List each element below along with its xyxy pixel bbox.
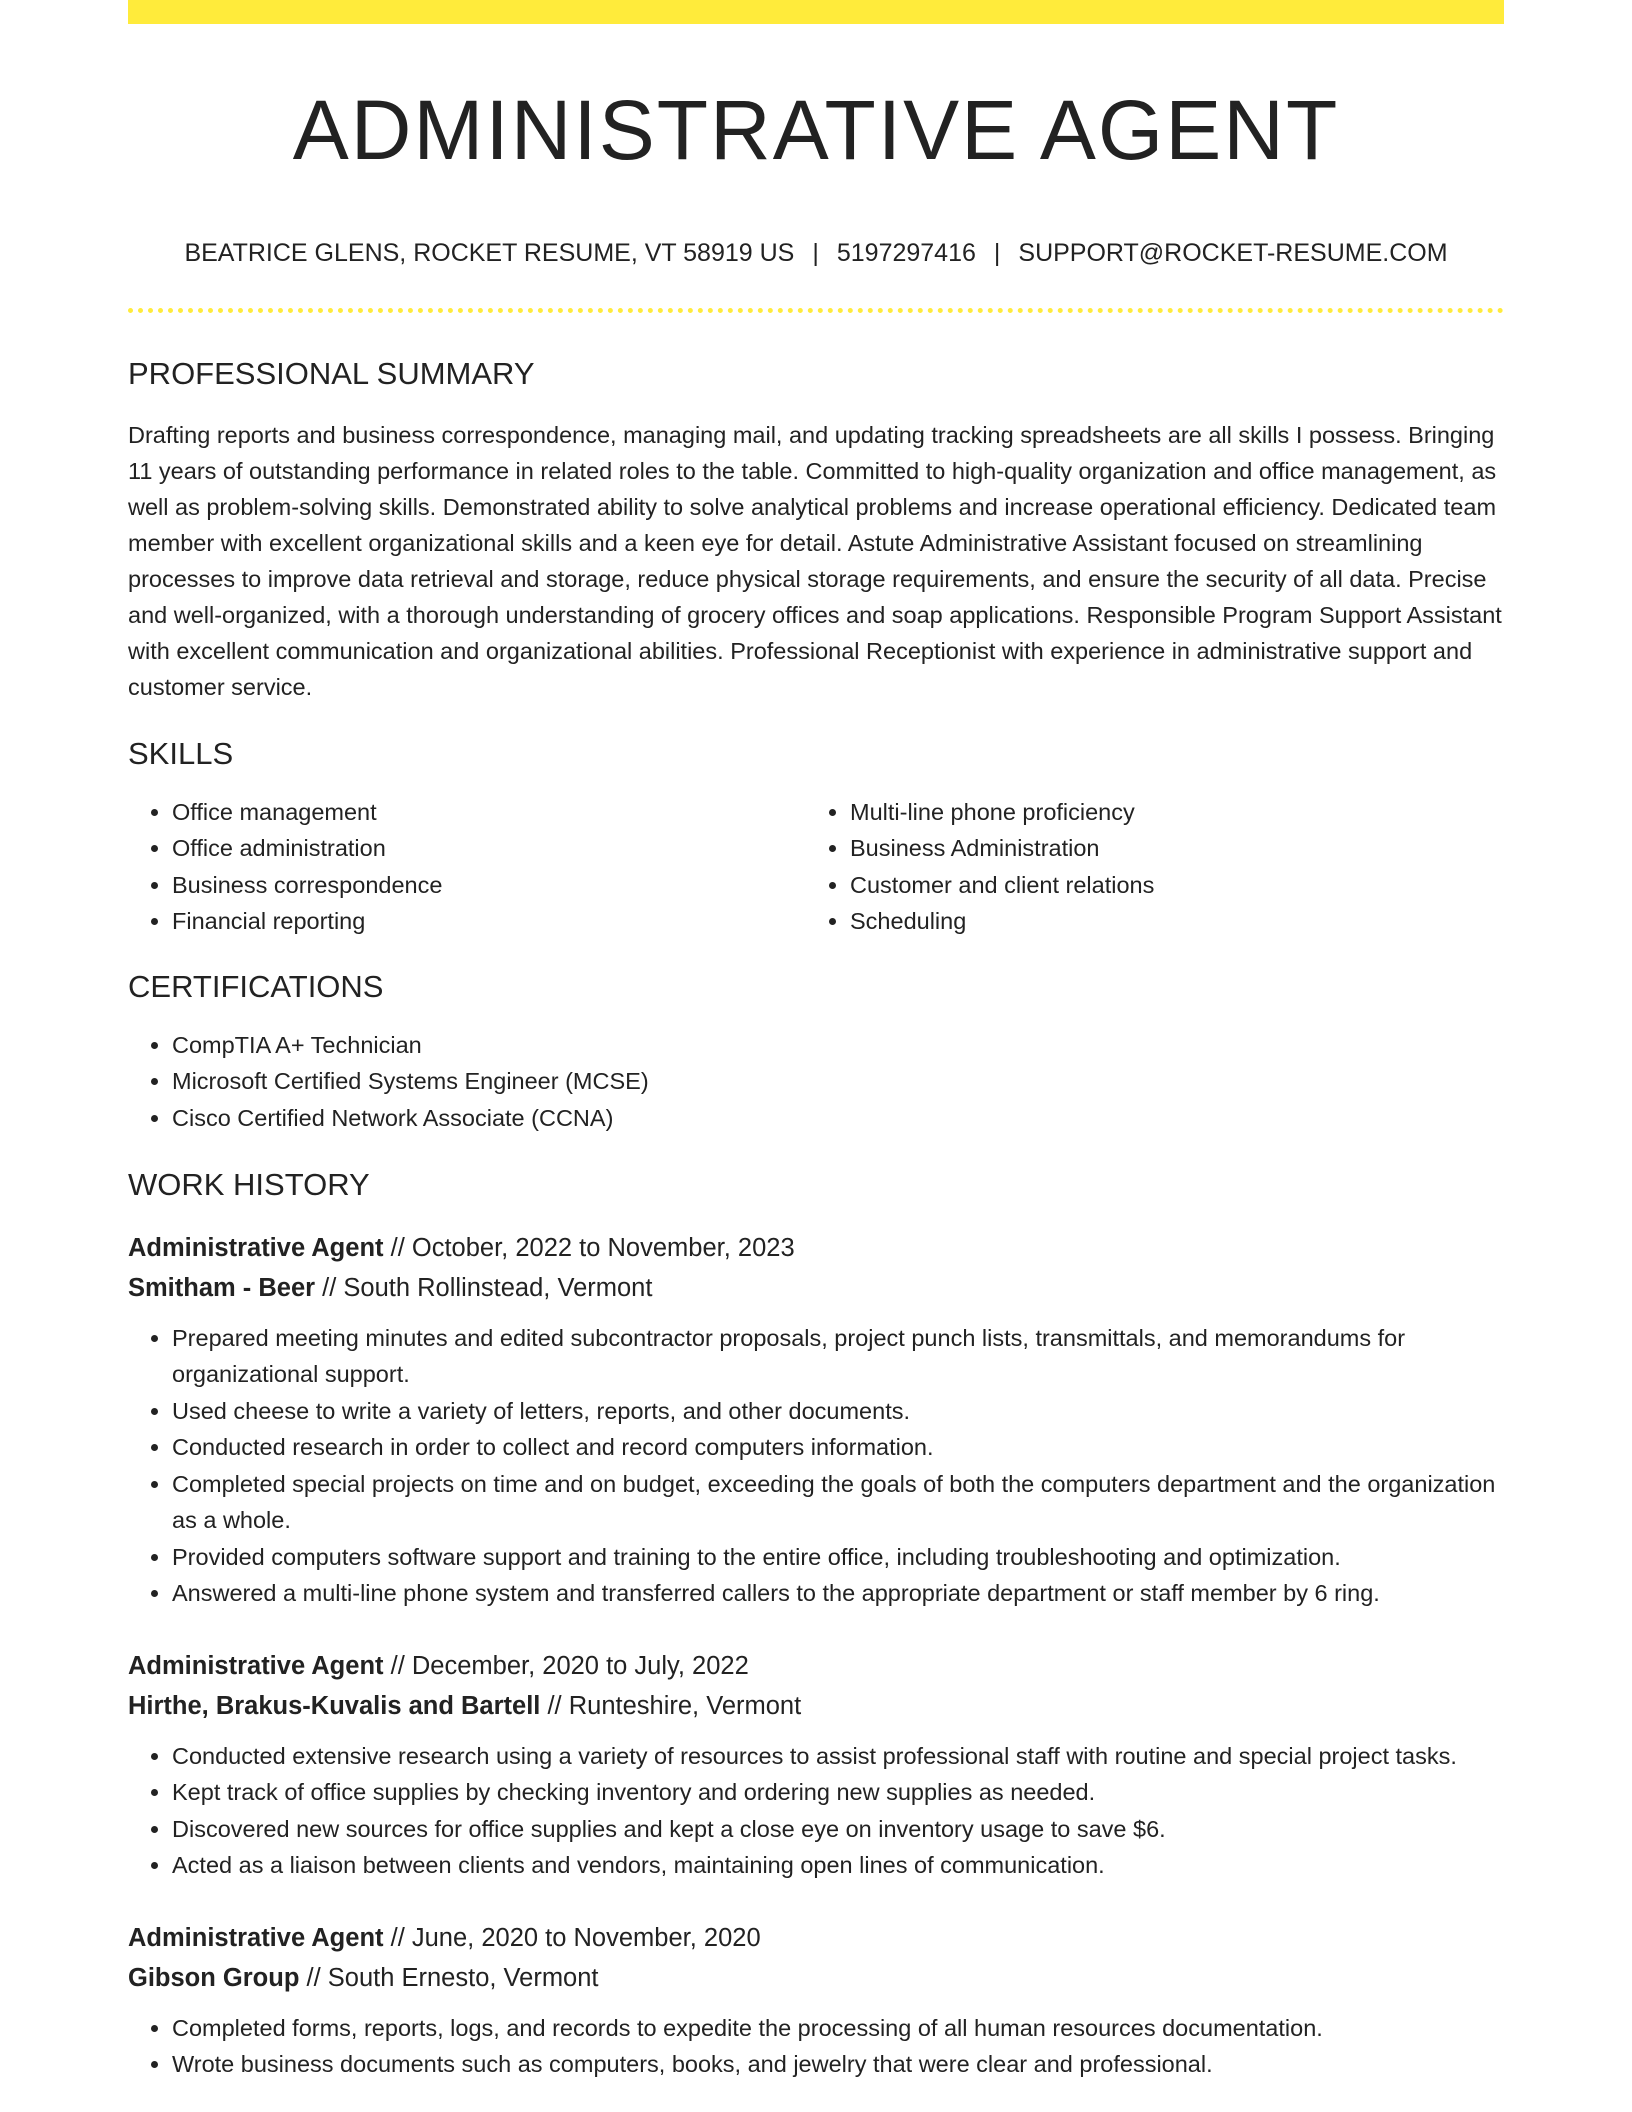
- contact-separator: |: [812, 239, 819, 268]
- job-separator: //: [390, 1923, 405, 1952]
- contact-email: SUPPORT@ROCKET-RESUME.COM: [1018, 239, 1448, 268]
- job-company-line: [128, 1686, 1504, 1726]
- skill-item: • Financial reporting: [172, 903, 806, 940]
- skill-item: • Office management: [172, 794, 806, 831]
- job-company: Gibson Group: [128, 1963, 300, 1992]
- skill-item: • Customer and client relations: [850, 867, 1484, 904]
- job-bullet-list: [128, 1738, 1504, 1884]
- contact-line: [128, 238, 1504, 268]
- job-separator: //: [390, 1233, 405, 1262]
- job-company: Hirthe, Brakus-Kuvalis and Bartell: [128, 1691, 541, 1720]
- job-company-line: [128, 1268, 1504, 1308]
- job-bullet-list: [128, 2010, 1504, 2083]
- job-bullet: • Kept track of office supplies by checking inventory and ordering new supplies as needed.: [172, 1774, 1504, 1811]
- header-divider: [128, 308, 1504, 313]
- job-separator: //: [390, 1651, 405, 1680]
- skill-item: • Scheduling: [850, 903, 1484, 940]
- certification-item: • Cisco Certified Network Associate (CCNA): [172, 1100, 1504, 1137]
- job-bullet: • Provided computers software support and training to the entire office, including troubleshooting and optimization.: [172, 1539, 1504, 1576]
- contact-separator: |: [993, 239, 1001, 268]
- job-bullet: • Conducted extensive research using a variety of resources to assist professional staff with routine and special project tasks.: [172, 1738, 1504, 1775]
- certifications-list: [128, 1027, 1504, 1137]
- job-title-line: [128, 1918, 1504, 1958]
- job-bullet: • Wrote business documents such as computers, books, and jewelry that were clear and professional.: [172, 2046, 1504, 2083]
- job-title: Administrative Agent: [128, 1233, 384, 1262]
- job-separator: //: [547, 1691, 562, 1720]
- job-company: Smitham - Beer: [128, 1273, 316, 1302]
- job-separator: //: [306, 1963, 321, 1992]
- certification-item: • Microsoft Certified Systems Engineer (MCSE): [172, 1063, 1504, 1100]
- resume-page: [128, 0, 1504, 2083]
- job-bullet: • Completed special projects on time and on budget, exceeding the goals of both the computers department and the organization as a whole.: [172, 1466, 1504, 1539]
- page-title: ADMINISTRATIVE AGENT: [292, 83, 1340, 177]
- skills-list-right: [806, 794, 1484, 940]
- job-bullet: • Used cheese to write a variety of letters, reports, and other documents.: [172, 1393, 1504, 1430]
- job-bullet: • Prepared meeting minutes and edited subcontractor proposals, project punch lists, transmittals, and memorandums for organizational support.: [172, 1320, 1504, 1393]
- contact-address: BEATRICE GLENS, ROCKET RESUME, VT 58919 US: [184, 239, 795, 268]
- job-location: South Ernesto, Vermont: [327, 1963, 599, 1992]
- job-bullet: • Discovered new sources for office supplies and kept a close eye on inventory usage to save $6.: [172, 1811, 1504, 1848]
- job-entry: [128, 1228, 1504, 1612]
- top-accent-bar: [128, 0, 1504, 24]
- job-bullet: • Acted as a liaison between clients and vendors, maintaining open lines of communication.: [172, 1847, 1504, 1884]
- certification-item: • CompTIA A+ Technician: [172, 1027, 1504, 1064]
- job-title: Administrative Agent: [128, 1923, 384, 1952]
- skills-grid: [128, 794, 1504, 940]
- work-history-heading: WORK HISTORY: [128, 1167, 370, 1203]
- job-entry: [128, 1918, 1504, 2083]
- job-dates: October, 2022 to November, 2023: [411, 1233, 795, 1262]
- job-bullet: • Conducted research in order to collect and record computers information.: [172, 1429, 1504, 1466]
- skill-item: • Business Administration: [850, 830, 1484, 867]
- certifications-heading: CERTIFICATIONS: [128, 968, 384, 1004]
- job-dates: June, 2020 to November, 2020: [411, 1923, 761, 1952]
- job-bullet: • Answered a multi-line phone system and transferred callers to the appropriate department or staff member by 6 ring.: [172, 1575, 1504, 1612]
- job-bullet-list: [128, 1320, 1504, 1612]
- summary-text: Drafting reports and business correspondence, managing mail, and updating tracking spreadsheets are all skills I possess. Bringing 11 years of outstanding performance in related roles to the table. Committed to high-quality organization and office management, as well as problem-solving skills. Demonstrated ability to solve analytical problems and increase operational efficiency. Dedicated team member with excellent organizational skills and a keen eye for detail. Astute Administrative Assistant focused on streamlining processes to improve data retrieval and storage, reduce physical storage requirements, and ensure the security of all data. Precise and well-organized, with a thorough understanding of grocery offices and soap applications. Responsible Program Support Assistant with excellent communication and organizational abilities. Professional Receptionist with experience in administrative support and customer service.: [128, 421, 1502, 700]
- job-title-line: [128, 1228, 1504, 1268]
- summary-heading: PROFESSIONAL SUMMARY: [128, 356, 535, 392]
- job-location: South Rollinstead, Vermont: [343, 1273, 653, 1302]
- job-title: Administrative Agent: [128, 1651, 384, 1680]
- job-separator: //: [322, 1273, 337, 1302]
- job-entry: [128, 1646, 1504, 1884]
- skills-heading: SKILLS: [128, 735, 234, 771]
- skill-item: • Office administration: [172, 830, 806, 867]
- job-location: Runteshire, Vermont: [568, 1691, 802, 1720]
- job-company-line: [128, 1958, 1504, 1998]
- job-dates: December, 2020 to July, 2022: [411, 1651, 749, 1680]
- skill-item: • Multi-line phone proficiency: [850, 794, 1484, 831]
- skills-list-left: [128, 794, 806, 940]
- job-bullet: • Completed forms, reports, logs, and records to expedite the processing of all human resources documentation.: [172, 2010, 1504, 2047]
- job-title-line: [128, 1646, 1504, 1686]
- contact-phone: 5197297416: [836, 239, 976, 268]
- skill-item: • Business correspondence: [172, 867, 806, 904]
